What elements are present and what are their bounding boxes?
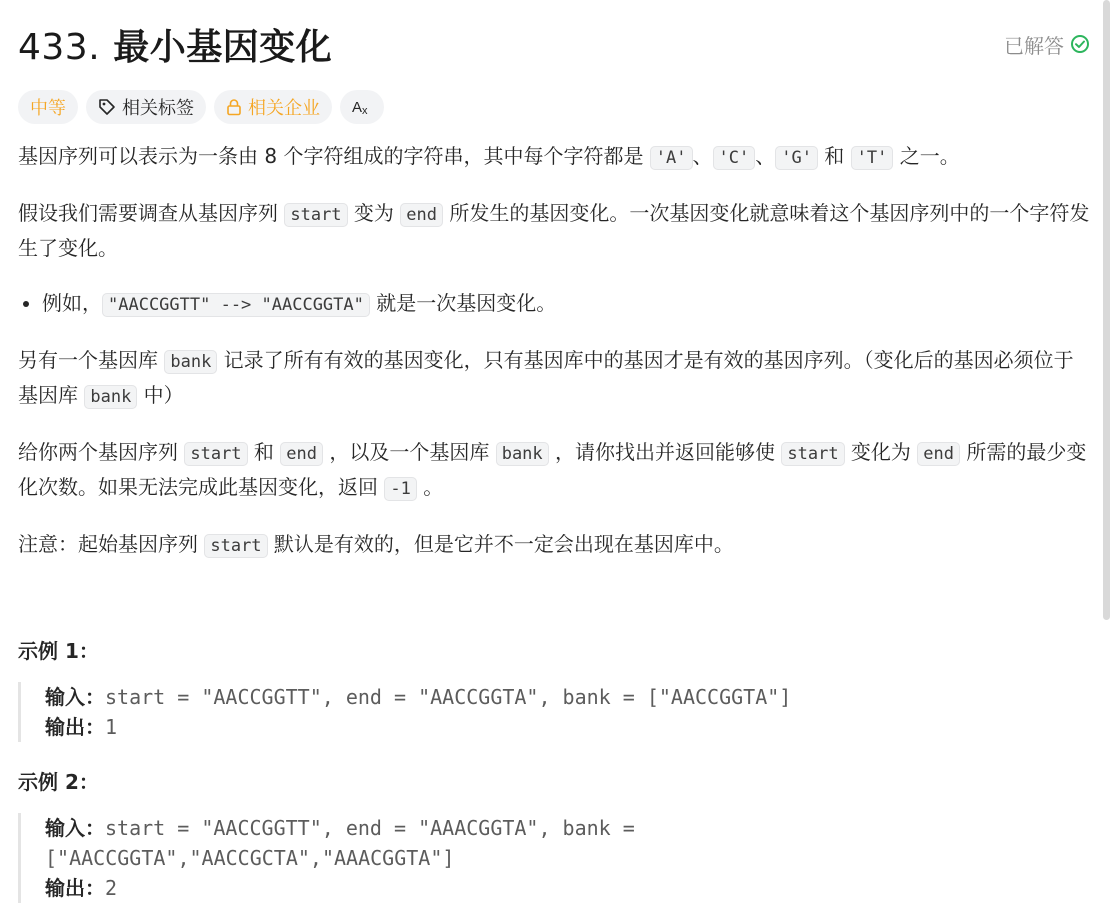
example-1-input: start = "AACCGGTT", end = "AACCGGTA", bank = ["AACCGGTA"] xyxy=(105,685,792,709)
example-1-input-line xyxy=(45,682,1090,712)
code-end: end xyxy=(400,203,443,227)
text: 就是一次基因变化。 xyxy=(369,291,557,315)
companies-tag-button[interactable] xyxy=(214,90,332,124)
description-paragraph-5 xyxy=(18,528,1090,563)
difficulty-label: 中等 xyxy=(30,98,66,119)
input-label: 输入： xyxy=(45,685,105,709)
output-label: 输出： xyxy=(45,876,105,900)
text: ，请你找出并返回能够使 xyxy=(548,440,782,464)
code-bank: bank xyxy=(164,350,217,374)
text: 和 xyxy=(817,144,851,168)
code-start: start xyxy=(204,534,267,558)
input-label: 输入： xyxy=(45,816,105,840)
text: 记录了所有有效的基因变化，只有基因库中的基因才是有效的基因序列。（变化后的基因必须位于基因库 xyxy=(18,348,1074,407)
code-bank: bank xyxy=(496,442,549,466)
description-paragraph-1 xyxy=(18,140,1090,175)
problem-number: 433. xyxy=(18,26,101,68)
example-2-title: 示例 2： xyxy=(18,770,99,794)
code-negative-one: -1 xyxy=(384,477,416,501)
tag-icon xyxy=(98,98,116,116)
svg-text:A: A xyxy=(352,99,363,116)
code-bank: bank xyxy=(84,385,137,409)
example-2-output-line xyxy=(45,873,1090,903)
example-2-output: 2 xyxy=(105,876,118,900)
example-2-input-line-2: ["AACCGGTA","AACCGCTA","AAACGGTA"] xyxy=(45,846,455,870)
code-G: 'G' xyxy=(775,146,818,170)
example-1-block xyxy=(18,682,1090,742)
title-row xyxy=(18,0,1090,88)
text: 给你两个基因序列 xyxy=(18,440,185,464)
text: 变化为 xyxy=(844,440,918,464)
topics-tag-button[interactable] xyxy=(86,90,206,124)
text: 所发生的基因变化。一次基因变化就意味着这个基因序列中的一个字符发生了变化。 xyxy=(18,201,1090,260)
text: 、 xyxy=(692,144,713,168)
translate-icon xyxy=(352,98,372,116)
example-1-output: 1 xyxy=(105,715,118,739)
solved-label: 已解答 xyxy=(1004,33,1064,58)
text: 默认是有效的，但是它并不一定会出现在基因库中。 xyxy=(267,532,734,556)
text: 例如， xyxy=(42,291,102,315)
solved-status xyxy=(1004,30,1090,59)
difficulty-badge xyxy=(18,90,78,124)
text: 中） xyxy=(137,383,184,407)
scrollbar[interactable] xyxy=(1103,0,1110,620)
example-bullet-list xyxy=(18,287,1090,322)
topics-tag-label: 相关标签 xyxy=(122,98,194,119)
output-label: 输出： xyxy=(45,715,105,739)
code-start: start xyxy=(781,442,844,466)
svg-text:x: x xyxy=(362,105,368,116)
code-end: end xyxy=(280,442,323,466)
text: 之一。 xyxy=(893,144,960,168)
code-start: start xyxy=(284,203,347,227)
text: 和 xyxy=(247,440,281,464)
text: 注意：起始基因序列 xyxy=(18,532,205,556)
code-start: start xyxy=(184,442,247,466)
code-mutation-example: "AACCGGTT" --> "AACCGGTA" xyxy=(102,293,370,317)
tag-row xyxy=(18,90,1090,124)
code-C: 'C' xyxy=(713,146,756,170)
lock-icon xyxy=(226,98,242,116)
text: 、 xyxy=(755,144,776,168)
code-end: end xyxy=(917,442,960,466)
list-item xyxy=(42,287,1090,322)
example-2-input: start = "AACCGGTT", end = "AAACGGTA", bank = xyxy=(105,816,635,840)
text: 另有一个基因库 xyxy=(18,348,165,372)
problem-name: 最小基因变化 xyxy=(113,26,333,68)
example-1-output-line xyxy=(45,712,1090,742)
text: ，以及一个基因库 xyxy=(322,440,496,464)
description-paragraph-2 xyxy=(18,197,1090,265)
translate-button[interactable] xyxy=(340,90,384,124)
example-2-block xyxy=(18,813,1090,903)
text: 所需的最少变化次数。如果无法完成此基因变化，返回 xyxy=(18,440,1087,499)
problem-title[interactable] xyxy=(18,19,332,70)
text: 基因序列可以表示为一条由 8 个字符组成的字符串，其中每个字符都是 xyxy=(18,144,650,168)
description-paragraph-4 xyxy=(18,436,1090,506)
code-T: 'T' xyxy=(851,146,894,170)
code-A: 'A' xyxy=(650,146,693,170)
check-circle-icon xyxy=(1070,34,1090,54)
description-paragraph-3 xyxy=(18,344,1090,414)
text: 变为 xyxy=(347,201,401,225)
text: 假设我们需要调查从基因序列 xyxy=(18,201,285,225)
example-1-title: 示例 1： xyxy=(18,639,99,663)
example-2-input-line xyxy=(45,813,1090,843)
companies-tag-label: 相关企业 xyxy=(248,98,320,119)
text: 。 xyxy=(416,475,444,499)
